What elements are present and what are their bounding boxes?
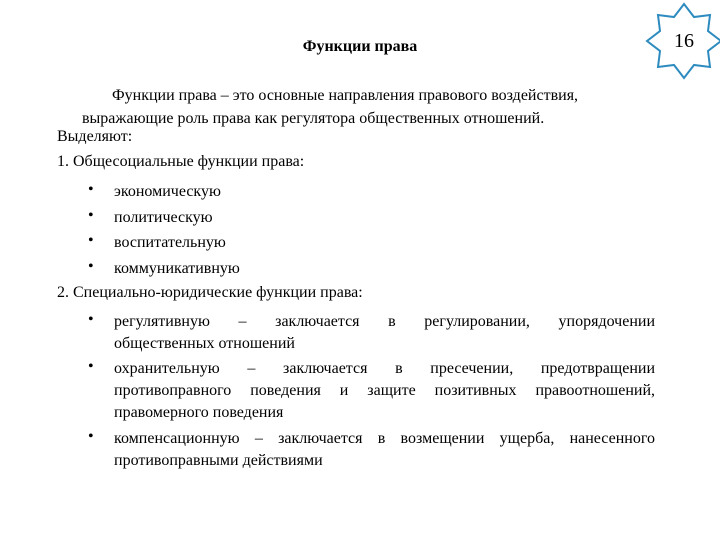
list-item-text: противоправного поведения и защите позитивных правоотношений, — [114, 382, 655, 399]
intro-line: выражающие роль права как регулятора общественных отношений. — [82, 110, 545, 127]
list-item-text: политическую — [114, 209, 213, 226]
intro-paragraph — [82, 84, 658, 130]
list-item-text: общественных отношений — [114, 335, 295, 352]
list-item-text: коммуникативную — [114, 260, 240, 277]
group-heading: 2. Специально-юридические функции права: — [57, 284, 363, 301]
bullet-mark: • — [88, 311, 94, 328]
list-item-text: регулятивную – заключается в регулировании, упорядочении — [114, 313, 655, 330]
list-item-text: компенсационную – заключается в возмещении ущерба, нанесенного — [114, 430, 655, 447]
group-heading: 1. Общесоциальные функции права: — [57, 153, 305, 170]
list-item — [114, 311, 655, 355]
list-item-text: правомерного поведения — [114, 404, 284, 421]
bullet-mark: • — [88, 258, 94, 275]
slide-number: 16 — [674, 29, 694, 52]
list-item-text: противоправными действиями — [114, 452, 323, 469]
bullet-mark: • — [88, 428, 94, 445]
bullet-mark: • — [88, 207, 94, 224]
list-item — [114, 181, 655, 203]
list-item — [114, 358, 655, 424]
bullet-mark: • — [88, 232, 94, 249]
list-item-text: экономическую — [114, 183, 221, 200]
bullet-mark: • — [88, 181, 94, 198]
list-item — [114, 428, 655, 472]
list-item-text: охранительную – заключается в пресечении, предотвращении — [114, 360, 655, 377]
intro-line: Функции права – это основные направления правового воздействия, — [112, 87, 579, 104]
bullet-mark: • — [88, 358, 94, 375]
page-title: Функции права — [302, 38, 418, 55]
list-item-text: воспитательную — [114, 234, 226, 251]
list-item — [114, 232, 655, 254]
highlight-label: Выделяют: — [57, 128, 133, 145]
list-item — [114, 207, 655, 229]
list-item — [114, 258, 655, 280]
